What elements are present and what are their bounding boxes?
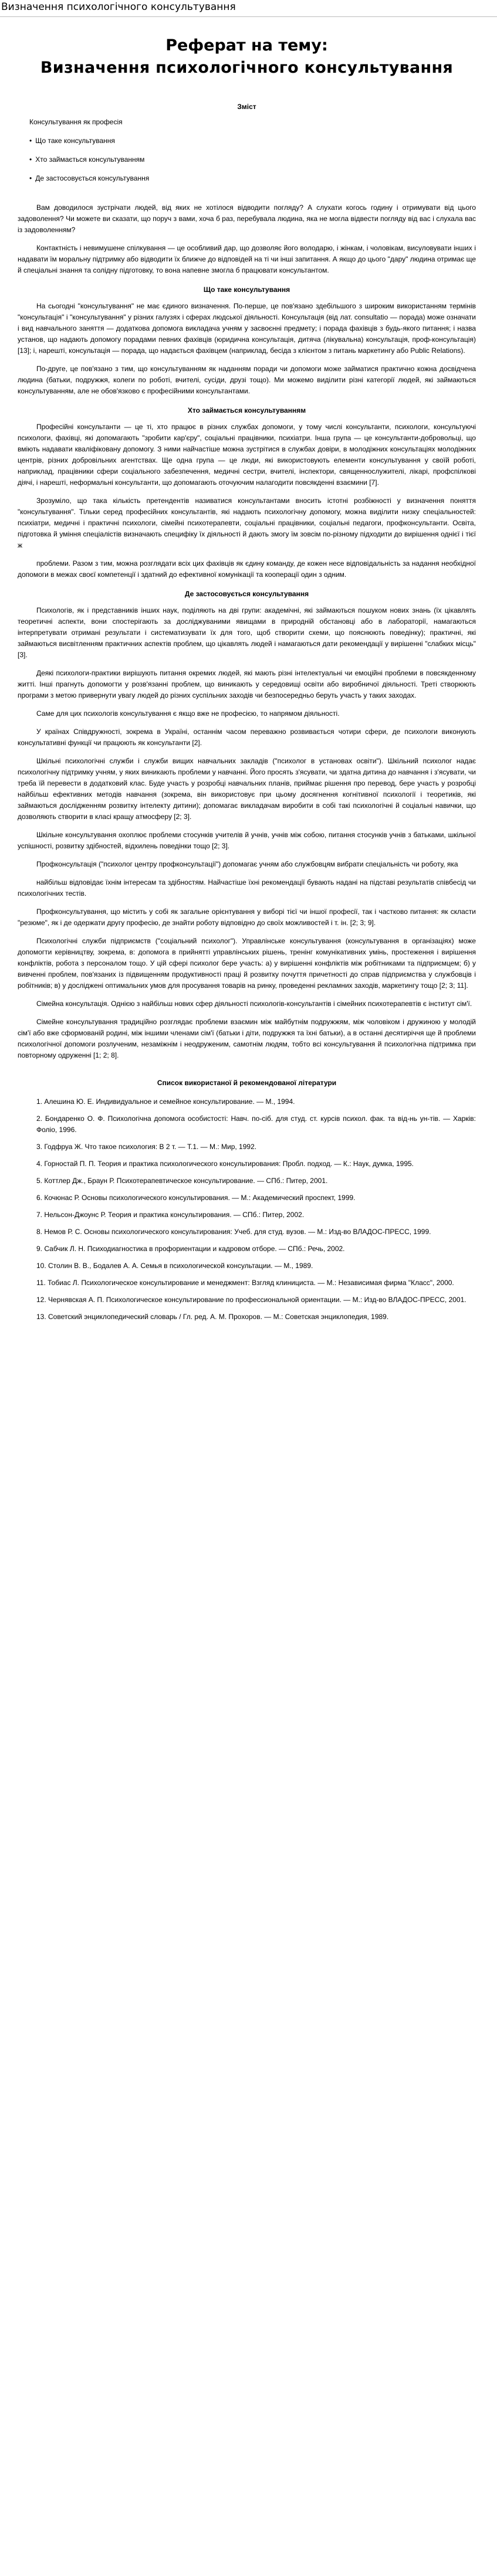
reference-item: 2. Бондаренко О. Ф. Психологічна допомога особистості: Навч. по-сіб. для студ. ст. курсів психол. фак. та від-нь ун-тів. — Харків: Фоліо, 1996. — [36, 1114, 476, 1134]
reference-item: 8. Немов Р. С. Основы психологического консультирования: Учеб. для студ. вузов. — М.: Изд-во ВЛАДОС-ПРЕСС, 1999. — [36, 1228, 431, 1236]
section-paragraph: Саме для цих психологів консультування є якщо вже не професією, то напрямом діяльності. — [36, 709, 340, 718]
section-paragraph: Профконсультування, що містить у собі як загальне орієнтування у виборі тієї чи іншої професії, так і частково питання: як скласти "резюме", як і де одержати другу професію, де знайти роботу відповідно до своїх можливостей і т. ін. [2; 3; 9]. — [18, 908, 476, 927]
section-paragraph: У країнах Співдружності, зокрема в Україні, останнім часом переважно розвивається чотири сфери, де психологи виконують консультативні функції чи працюють як консультанти [2]. — [18, 728, 476, 747]
essay-title-block — [18, 36, 476, 78]
section-paragraph: Психологічні служби підприємств ("соціальний психолог"). Управлінське консультування (консультування в організаціях) може допомогти керівництву, зокрема, в: допомога в прийнятті управлінських рішень, тренінг комунікативних умінь, простеження і вирішення конфліктів, робота з персоналом тощо. У цій сфері психолог бере участь: а) у вирішенні конфліктів між робітниками та підприємцем; б) у вивченні проблем, пов'язаних із підвищенням продуктивності праці й розвитку почуття причетності до справ підприємства у службовців і робітників; в) у досліджені оптимальних умов для просування товарів на ринку, проведенні рекламних заходів, маркетингу тощо [2; 3; 11]. — [18, 937, 476, 990]
toc-heading: Зміст — [237, 103, 256, 111]
section-paragraph: Професійні консультанти — це ті, хто працює в різних службах допомоги, у тому числі консультанти, психологи, консультуючі психологи, фахівці, які допомагають "зробити кар'єру", соціальні працівники, психіатри. Інша група — це консультанти-добровольці, що вміють надавати кваліфіковану допомогу. З ними найчастіше можна зустрітися в службах довіри, в молодіжних консультаціях молодіжних центрів, різних добровільних агентствах. Ще одна група — це люди, які використовують елементи консультування у своїй роботі, наприклад, працівники сфери соціального забезпечення, медичні сестри, вчителі, інспектори, священнослужителі, лікарі, профспілкові діячі, і нарешті, неформальні консультанти, що допомагають оточуючим налагодити повсякденні взаємини [7]. — [18, 423, 476, 487]
section-paragraph: Зрозуміло, що така кількість претендентів називатися консультантами вносить істотні розбіжності у визначення поняття "консультування". Тільки серед професійних консультантів, які надають психологічну допомогу, можна виділити низку спеціальностей: психіатри, медичні і практичні психологи, сімейні психотерапевти, соціальні працівники, соціальні педагоги, профконсультанти. Освіта, підготовка й уміння спеціалістів визначають специфіку їх діяльності й дають змогу їм зовсім по-різному підходити до вирішення однієї і тієї ж — [18, 497, 476, 549]
reference-item: 5. Коттлер Дж., Браун Р. Психотерапевтическое консультирование. — СПб.: Питер, 2001. — [36, 1177, 328, 1185]
section-paragraph: найбільш відповідає їхнім інтересам та здібностям. Найчастіше їхні рекомендації бувають надані на підставі результатів співбесід чи психологічних тестів. — [18, 878, 476, 898]
toc-item: Консультування як професія — [29, 118, 123, 126]
reference-item: 10. Столин В. В., Бодалев А. А. Семья в психологической консультации. — М., 1989. — [36, 1262, 313, 1270]
reference-item: 6. Кочюнас Р. Основы психологического консультирования. — М.: Академический проспект, 1999. — [36, 1194, 356, 1202]
reference-item: 13. Советский энциклопедический словарь / Гл. ред. А. М. Прохоров. — М.: Советская энциклопедия, 1989. — [36, 1313, 389, 1321]
reference-item: 11. Тобиас Л. Психологическое консультирование и менеджмент: Взгляд клинициста. — М.: Независимая фирма "Класс", 2000. — [36, 1279, 454, 1287]
reference-item: 1. Алешина Ю. Е. Индивидуальное и семейное консультирование. — М., 1994. — [36, 1097, 295, 1106]
section-paragraph: Сімейна консультація. Однією з найбільш нових сфер діяльності психологів-консультантів і сімейних психотерапевтів є інститут сім'ї. — [36, 1000, 472, 1008]
reference-item: 3. Годфруа Ж. Что такое психология: В 2 т. — Т.1. — М.: Мир, 1992. — [36, 1143, 257, 1151]
toc-item: • Що таке консультування — [29, 135, 476, 146]
document-header-title: Визначення психологічного консультування — [1, 1, 236, 13]
intro-paragraph: Контактність і невимушене спілкування — це особливий дар, що дозволяє його володарю, і жінкам, і чоловікам, висуловувати інших і надавати їм моральну підтримку або відводити їх ближче до відповідей на ті чи інші запитання. А якщо до цього "дару" людина отримає ще й спеціальні знання та солідну підготовку, то вона напевне змогла б працювати консультантом. — [18, 244, 476, 274]
references-list — [18, 1096, 476, 1323]
toc-list — [18, 117, 476, 183]
section-heading-what: Що таке консультування — [203, 286, 290, 294]
toc-item: • Де застосовується консультування — [29, 173, 476, 183]
reference-item: 12. Чернявская А. П. Психологическое консультирование по профессиональной ориентации. — М.: Изд-во ВЛАДОС-ПРЕСС, 2001. — [36, 1296, 466, 1304]
toc-item: • Хто займається консультуванням — [29, 154, 476, 165]
essay-title: Визначення психологічного консультування — [40, 59, 454, 77]
reference-item: 7. Нельсон-Джоунс Р. Теория и практика консультирования. — СПб.: Питер, 2002. — [36, 1211, 305, 1219]
reference-item: 4. Горностай П. П. Теория и практика психологического консультирования: Пробл. подход. — К.: Наук, думка, 1995. — [36, 1160, 414, 1168]
section-heading-who: Хто займається консультуванням — [187, 406, 306, 414]
section-paragraph: Профконсультація ("психолог центру профконсультації") допомагає учням або службовцям вибрати спеціальність чи роботу, яка — [36, 860, 458, 868]
section-paragraph: Психологів, як і представників інших наук, поділяють на дві групи: академічні, які займаються пошуком нових знань (їх цікавлять теоретичні аспекти, вони спостерігають за досліджуваними явищами в природній обстановці або в лабораторії, намагаються інтерпретувати отримані результати і систематизувати їх для того, щоб створити схеми, що пояснюють поведінку); практичні, які займаються висвітленням практичних аспектів проблем, що цікавлять людей і намагаються дати рекомендації у вирішенні "слабких місць" [3]. — [18, 606, 476, 659]
section-paragraph: На сьогодні "консультування" не має єдиного визначення. По-перше, це пов'язано здебільшого з широким використанням термінів "консультація" і "консультування" у різних галузях і сферах людської діяльності. Консультація (від лат. consultatio — порада) може означати і вид навчального заняття — додаткова допомога викладача учням у засвоєнні предмету; і порада фахівців з будь-якого питання; і назва установ, що надають допомогу порадами певних фахівців (юридична консультація, дитяча (лікувальна) консультація, проф-консультація) [13]; і, нарешті, консультація — порада, що надається фахівцем (наприклад, бесіда з клієнтом з питань маркетингу або Public Relations). — [18, 302, 476, 355]
section-paragraph: По-друге, це пов'язано з тим, що консультуванням як наданням поради чи допомоги може займатися практично кожна досвідчена людина (батьки, подружжя, колеги по роботі, вчителі, сусіди, друзі тощо). Ми можемо виділити різні категорії людей, які займаються консультуванням, але не обов'язково є професійними консультантами. — [18, 365, 476, 395]
section-paragraph: Шкільні психологічні служби і служби вищих навчальних закладів ("психолог в установах освіти"). Шкільний психолог надає психологічну підтримку учням, у яких виникають проблеми у навчанні. Його просять з'ясувати, чи здатна дитина до навчання і з'ясувати, чи треба їй перевести в додатковий клас. Буде участь у розробці навчальних планів, приймає рішення про перевод, бере участь у розробці найбільш ефективних методів навчання (зокрема, він використовує при цьому досягнення когнітивної психології і теоретиків, які займаються дослідженням розвитку інтелекту дитини); допомагає викладачам виробити в собі такі психологічні й соціальні навички, що дозволяють створити в класі кращу атмосферу [2; 3]. — [18, 757, 476, 821]
section-paragraph: Шкільне консультування охоплює проблеми стосунків учителів й учнів, учнів між собою, питання стосунків учнів з батьками, шкільної успішності, розвитку здібностей, відхилень поведінки тощо [2; 3]. — [18, 831, 476, 850]
reference-item: 9. Сабчик Л. Н. Психодиагностика в профориентации и кадровом отборе. — СПб.: Речь, 2002. — [36, 1245, 345, 1253]
section-paragraph: Сімейне консультування традиційно розглядає проблеми взаємин між майбутнім подружжям, між чоловіком і дружиною у молодій сім'ї або вже сформованій родині, між іншими членами сім'ї (батьки і діти, подружжя та їхні батьки), а в останні десятиріччя ще й проблеми психологічної допомоги розлученим, незаміжнім і неодруженим, самотнім людям, тобто всі консультування й психологічна підтримка при повторному одруженні [1; 2; 8]. — [18, 1018, 476, 1059]
intro-paragraph: Вам доводилося зустрічати людей, від яких не хотілося відводити погляду? А слухати когось годину і отримувати від цього задоволення? Чи можете ви сказати, що поруч з вами, хоча б раз, перебувала людина, яка не могла відвести погляду від вас і слухала вас із задоволенням? — [18, 203, 476, 234]
section-paragraph: Деякі психологи-практики вирішують питання окремих людей, які мають різні інтелектуальні чи емоційні проблеми в повсякденному житті. Інші прагнуть допомогти у розв'язанні проблем, що виникають у середовищі освіти або виробничої діяльності. Треті створюють програми з метою привернути увагу людей до різних суспільних заходів чи безпосередньо беруть участь у таких заходах. — [18, 669, 476, 699]
section-paragraph: проблеми. Разом з тим, можна розглядати всіх цих фахівців як єдину команду, де кожен несе відповідальність за надання необхідної допомоги в межах своєї компетенції і здатний до ефективної комунікації та кооперації один з одним. — [18, 559, 476, 579]
essay-title-label: Реферат на тему: — [165, 36, 328, 55]
section-heading-where: Де застосовується консультування — [184, 590, 309, 598]
references-heading: Список використаної й рекомендованої літератури — [157, 1079, 337, 1087]
document-content — [0, 17, 497, 1323]
